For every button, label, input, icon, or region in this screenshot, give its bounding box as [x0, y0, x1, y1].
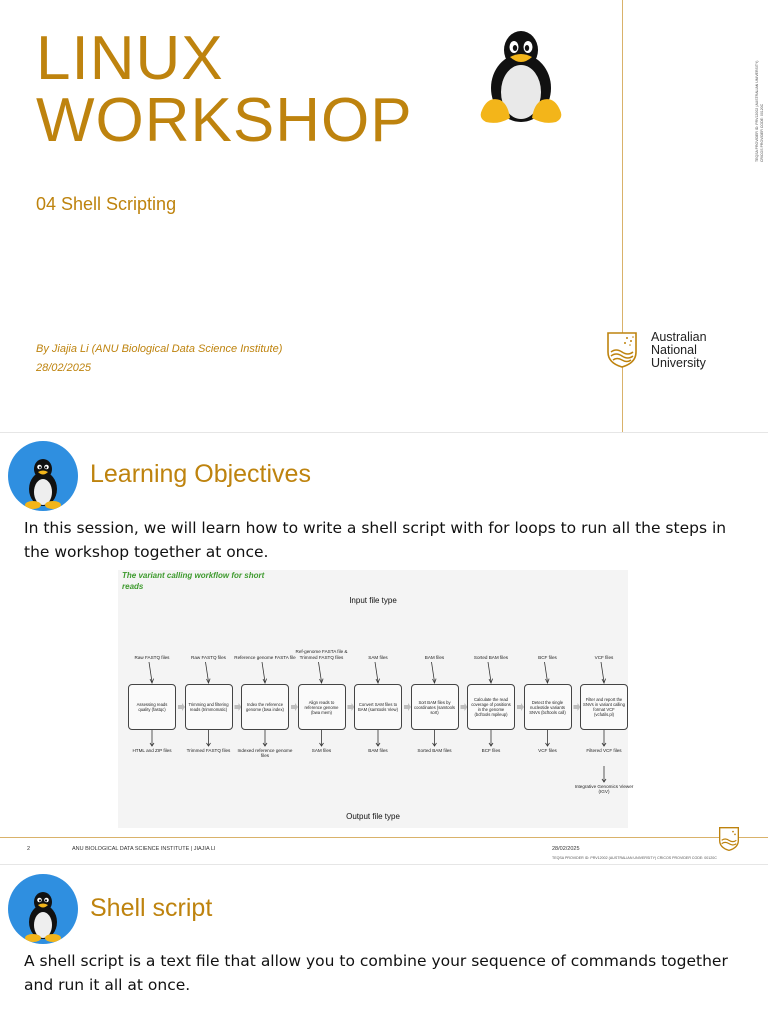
step-process-box: Align reads to reference genome (bwa mem) [298, 684, 346, 730]
provider-line-1: TEQSA PROVIDER ID: PRV12002 (AUSTRALIAN UNIVERSITY) [755, 60, 759, 162]
output-file-type-header: Output file type [346, 812, 400, 821]
step-output-label: BAM files [368, 748, 388, 753]
step-connector-arrow [291, 703, 298, 711]
tux-circle-icon [8, 441, 78, 511]
step-output-label: Trimmed FASTQ files [186, 748, 231, 753]
input-arrow [545, 662, 548, 682]
footer-page-number: 2 [27, 846, 31, 852]
step-input-label: Sorted BAM files [473, 654, 509, 660]
title-line-1: LINUX [36, 24, 224, 93]
input-arrow [488, 662, 491, 682]
step-process-box: Convert SAM files to BAM (samtools View) [354, 684, 402, 730]
workflow-title: The variant calling workflow for short reads [122, 571, 265, 591]
tux-penguin-icon [480, 30, 562, 126]
step-output-label: SAM files [311, 748, 332, 753]
shell-script-text: A shell script is a text file that allow you to combine your sequence of commands together and run it all at once. [24, 952, 728, 994]
shell-script-heading: Shell script [90, 894, 213, 922]
anu-line-1: Australian [651, 330, 707, 344]
step-input-label: Raw FASTQ files [134, 654, 170, 660]
step-process-box: Sort BAM files by coordinates (samtools sort) [411, 684, 459, 730]
step-connector-arrow [517, 703, 524, 711]
anu-line-3: University [651, 356, 706, 370]
footer-organisation: ANU BIOLOGICAL DATA SCIENCE INSTITUTE | JIAJIA LI [72, 846, 216, 852]
anu-wordmark [651, 331, 707, 370]
input-arrow [319, 662, 322, 682]
slide-subtitle: 04 Shell Scripting [36, 194, 177, 214]
input-arrow [149, 662, 152, 682]
step-output-label: HTML and ZIP files [132, 748, 172, 753]
anu-crest-small-logo [719, 827, 739, 851]
shell-script-slide [0, 864, 768, 1024]
step-input-label: Raw FASTQ files [191, 654, 226, 660]
footer-date: 28/02/2025 [552, 846, 580, 852]
input-arrow [375, 662, 378, 682]
step-output-label: BCF files [481, 748, 501, 753]
provider-line-2: CRICOS PROVIDER CODE: 00120C [760, 103, 764, 162]
input-arrow [601, 662, 604, 682]
step-connector-arrow [178, 703, 185, 711]
step-process-box: Index the reference genome (bwa index) [241, 684, 289, 730]
step-output-label-2: Integrative Genomics Viewer (IGV) [574, 784, 634, 795]
step-input-label: Ref-genome FASTA file & Trimmed FASTQ files [295, 649, 348, 660]
input-arrow [432, 662, 435, 682]
step-output-label: Sorted BAM files [417, 748, 452, 753]
input-arrow [206, 662, 209, 682]
step-connector-arrow [404, 703, 411, 711]
step-output-label: Indexed reference genome files [237, 748, 293, 759]
step-process-box: Detect the single nucleotide variants SNVs (bcftools call) [524, 684, 572, 730]
anu-line-2: National [651, 343, 697, 357]
step-process-box: Trimming and filtering reads (trimmomatic) [185, 684, 233, 730]
step-input-label: VCF files [594, 654, 614, 660]
footer-provider-text: TEQSA PROVIDER ID: PRV12002 (AUSTRALIAN UNIVERSITY) CRICOS PROVIDER CODE: 00120C [552, 856, 717, 860]
step-process-box: Calculate the read coverage of positions in the genome (bcftools mpileup) [467, 684, 515, 730]
step-input-label: BAM files [424, 654, 445, 660]
step-input-label: Reference genome FASTA file [234, 654, 296, 660]
title-line-2: WORKSHOP [36, 86, 413, 155]
author-byline [36, 340, 282, 378]
variant-calling-workflow-diagram [118, 570, 634, 828]
tux-circle-icon-2 [8, 874, 78, 944]
section-heading: Learning Objectives [90, 460, 311, 488]
step-output-label: VCF files [538, 748, 557, 753]
author-text: By Jiajia Li (ANU Biological Data Science Institute) [36, 343, 283, 355]
anu-crest-logo [607, 332, 637, 368]
input-arrow [262, 662, 265, 682]
step-output-label: Filtered VCF files [586, 748, 622, 753]
step-process-box: Assessing reads quality (fastqc) [128, 684, 176, 730]
slide-date: 28/02/2025 [36, 362, 92, 374]
footer-rule [0, 837, 768, 838]
step-input-label: BCF files [538, 654, 557, 660]
step-process-box: Filter and report the SNVs in variant calling format VCF (vcfutils.pl) [580, 684, 628, 730]
step-input-label: SAM files [368, 654, 388, 660]
input-file-type-header: Input file type [349, 596, 397, 605]
objectives-text: In this session, we will learn how to write a shell script with for loops to run all the steps in the workshop together at once. [24, 519, 727, 561]
title-slide [0, 0, 768, 432]
slide-title [36, 24, 413, 155]
provider-vertical-text [755, 12, 763, 162]
